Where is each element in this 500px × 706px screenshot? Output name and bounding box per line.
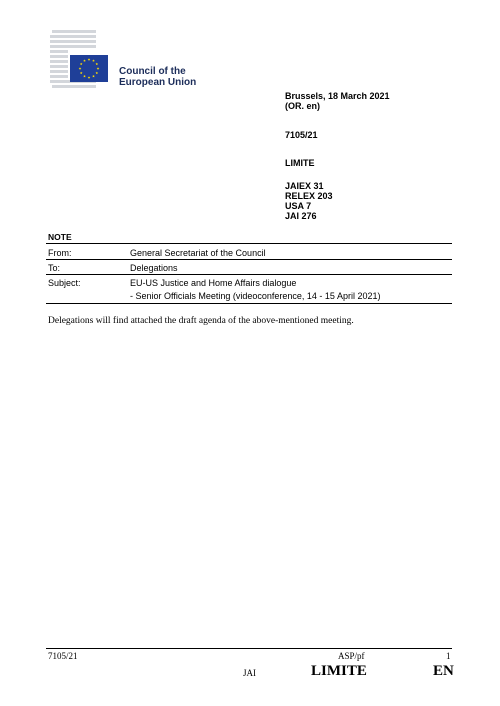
code-item: JAI 276 [285,211,317,221]
place-date: Brussels, 18 March 2021 [285,91,390,101]
org-line-1: Council of the [119,66,186,77]
divider-bottom [46,303,452,304]
to-value: Delegations [130,263,178,273]
divider [46,259,452,260]
from-value: General Secretariat of the Council [130,248,266,258]
footer-department: JAI [243,668,256,678]
subject-line-2: - Senior Officials Meeting (videoconference, 14 - 15 April 2021) [130,291,381,301]
to-label: To: [48,263,61,273]
code-item: USA 7 [285,201,312,211]
footer-initials: ASP/pf [338,651,365,661]
footer-page-number: 1 [446,651,451,661]
note-title: NOTE [48,232,72,242]
original-language: (OR. en) [285,101,320,111]
footer-classification: LIMITE [311,663,367,679]
classification: LIMITE [285,158,315,168]
place-date-block [285,91,390,111]
divider [46,274,452,275]
body-text: Delegations will find attached the draft agenda of the above-mentioned meeting. [48,316,354,326]
subject-line-1: EU-US Justice and Home Affairs dialogue [130,278,297,288]
footer-language: EN [433,663,454,679]
doc-number: 7105/21 [285,130,318,140]
code-item: JAIEX 31 [285,181,324,191]
code-item: RELEX 203 [285,191,333,201]
from-label: From: [48,248,72,258]
divider-top [46,243,452,244]
footer-doc-number: 7105/21 [48,651,78,661]
subject-codes [285,181,333,221]
org-line-2: European Union [119,77,197,88]
footer-divider [46,648,452,649]
subject-label: Subject: [48,278,81,288]
council-name [119,66,196,88]
